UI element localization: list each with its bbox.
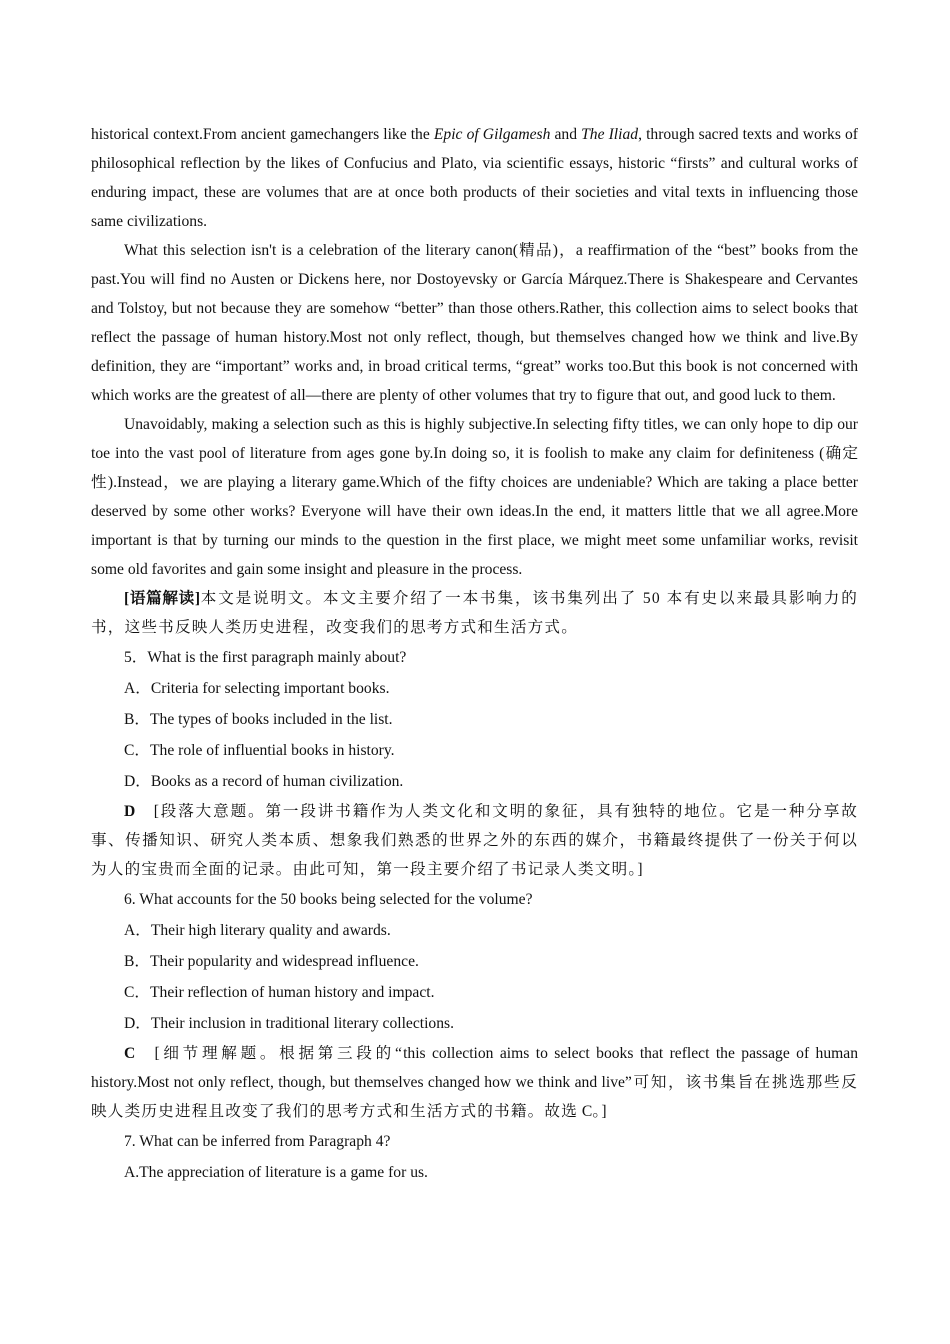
- question-6-stem: 6. What accounts for the 50 books being selected for the volume?: [124, 891, 533, 908]
- question-6-explanation: [91, 1045, 858, 1120]
- question-7-stem: 7. What can be inferred from Paragraph 4?: [124, 1133, 391, 1150]
- text-analysis: [91, 584, 858, 642]
- question-6-explanation-run-2: ”可知，该书集旨在挑选那些反映人类历史进程且改变了我们的思考方式和生活方式的书籍。故选: [91, 1074, 859, 1120]
- question-6-option-d: D．Their inclusion in traditional literary collections.: [124, 1015, 454, 1032]
- passage-paragraph-3: Unavoidably, making a selection such as this is highly subjective.In selecting fifty titles, we can only hope to dip our toe into the vast pool of literature from ages gone by.In doing so, it is foolish to make any claim for definiteness (确定性).Instead，we are playing a literary game.Which of the fifty choices are undeniable? Which are taking a place better deserved by some other works? Everyone will have their own ideas.In the end, it matters little that we all agree.More important is that by turning our minds to the question in the first place, we might meet some unfamiliar works, revisit some old favorites and gain some insight and pleasure in the process.: [91, 416, 858, 578]
- question-6-explanation-run-4: 。]: [592, 1103, 608, 1120]
- document-page: [91, 120, 858, 1188]
- question-6-option-b: B．Their popularity and widespread influence.: [124, 953, 419, 970]
- question-6-answer-block: [91, 1039, 858, 1126]
- passage-paragraph-1: [91, 120, 858, 236]
- question-5-option-c: C．The role of influential books in history.: [124, 742, 395, 759]
- question-5-stem: 5．What is the first paragraph mainly about?: [124, 649, 407, 666]
- question-5-answer-block: [91, 797, 858, 884]
- question-6-answer: C: [124, 1045, 136, 1062]
- paragraph-1-run-1: Epic of Gilgamesh: [433, 126, 551, 143]
- question-5-option-d: D．Books as a record of human civilization.: [124, 773, 404, 790]
- question-5-option-b: B．The types of books included in the list.: [124, 711, 393, 728]
- question-7-option-a: A.The appreciation of literature is a game for us.: [124, 1164, 428, 1181]
- question-6-option-c: C．Their reflection of human history and impact.: [124, 984, 435, 1001]
- text-analysis-label: [语篇解读]: [124, 590, 201, 607]
- question-6-explanation-run-0: [细节理解题。根据第三段的“: [154, 1045, 404, 1062]
- question-6-explanation-run-3: C: [578, 1103, 593, 1120]
- text-analysis-body: 本文是说明文。本文主要介绍了一本书集，该书集列出了 50 本有史以来最具影响力的书，这些书反映人类历史进程，改变我们的思考方式和生活方式。: [91, 590, 858, 636]
- paragraph-1-run-3: The Iliad: [581, 126, 639, 143]
- paragraph-1-run-4: , through sacred texts and works of philosophical reflection by the likes of Confucius and Plato, via scientific essays, historic “firsts” and cultural works of enduring impact, these are volumes that are at once both products of their societies and vital texts in influencing those same civilizations.: [91, 126, 858, 230]
- question-5-answer: D: [124, 803, 137, 820]
- passage-paragraph-2: What this selection isn't is a celebration of the literary canon(精品)，a reaffirmation of the “best” books from the past.You will find no Austen or Dickens here, nor Dostoyevsky or García Márquez.There is Shakespeare and Cervantes and Tolstoy, but not because they are somehow “better” than those others.Rather, this collection aims to select books that reflect the passage of human history.Most not only reflect, though, but themselves changed how we think and live.By definition, they are “important” works and, in broad critical terms, “great” works too.But this book is not concerned with which works are the greatest of all—there are plenty of other volumes that try to figure that out, and good luck to them.: [91, 242, 858, 404]
- question-6-explanation-run-1: this collection aims to select books that reflect the passage of human history.Most not only reflect, though, but themselves changed how we think and live: [91, 1045, 858, 1091]
- question-5-explanation: [段落大意题。第一段讲书籍作为人类文化和文明的象征，具有独特的地位。它是一种分享故事、传播知识、研究人类本质、想象我们熟悉的世界之外的东西的媒介，书籍最终提供了一份关于何以为人的宝贵而全面的记录。由此可知，第一段主要介绍了书记录人类文明。]: [91, 803, 858, 878]
- question-6-option-a: A．Their high literary quality and awards.: [124, 922, 391, 939]
- paragraph-1-run-2: and: [550, 126, 582, 143]
- paragraph-1-run-0: historical context.From ancient gamechangers like the: [91, 126, 434, 143]
- question-5-option-a: A．Criteria for selecting important books.: [124, 680, 390, 697]
